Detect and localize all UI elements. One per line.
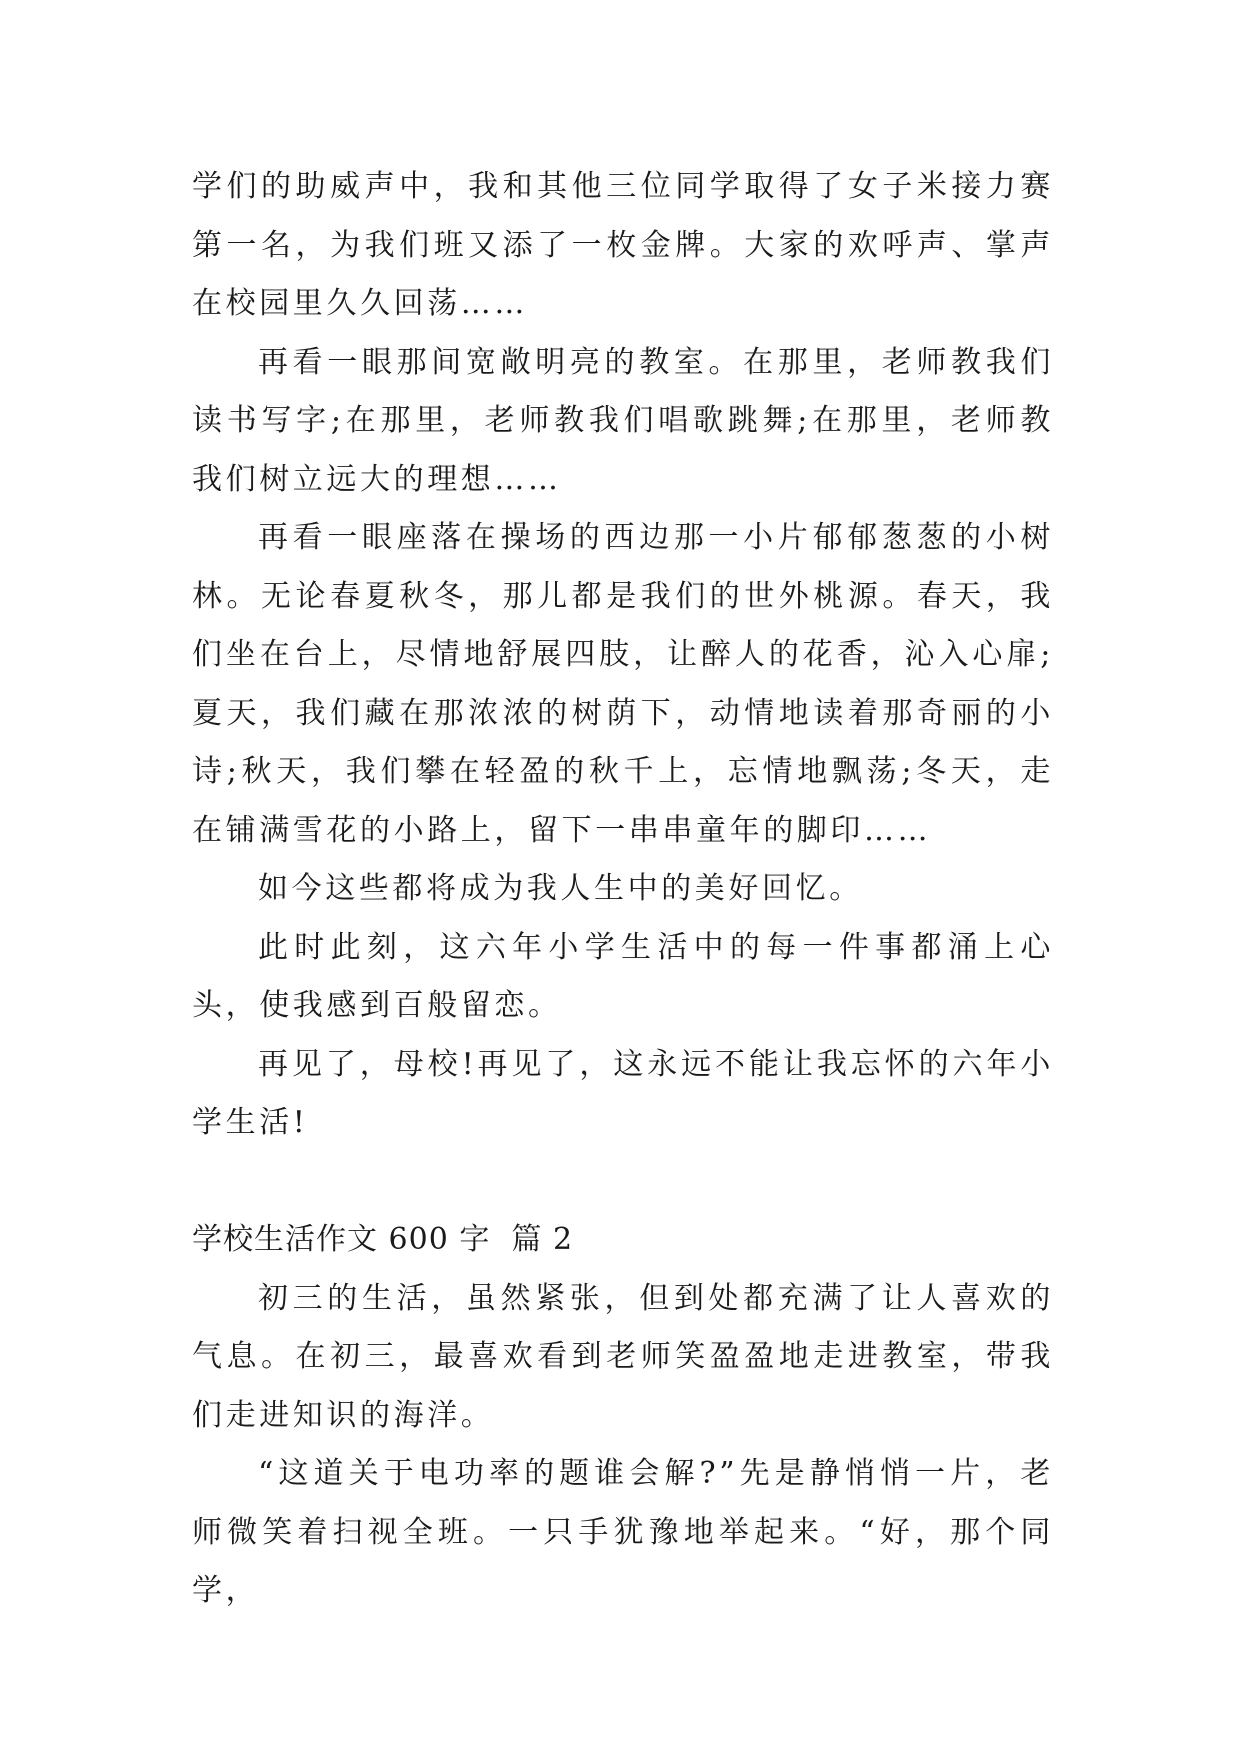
paragraph: 再看一眼那间宽敞明亮的教室。在那里，老师教我们读书写字;在那里，老师教我们唱歌跳舞;在那里，老师教我们树立远大的理想…… <box>192 344 1054 497</box>
paragraph: 此时此刻，这六年小学生活中的每一件事都涌上心头，使我感到百般留恋。 <box>192 929 1054 1023</box>
paragraph: 再看一眼座落在操场的西边那一小片郁郁葱葱的小树林。无论春夏秋冬，那儿都是我们的世外桃源。春天，我们坐在台上，尽情地舒展四肢，让醉人的花香，沁入心扉;夏天，我们藏在那浓浓的树荫下，动情地读着那奇丽的小诗;秋天，我们攀在轻盈的秋千上，忘情地飘荡;冬天，走在铺满雪花的小路上，留下一串串童年的脚印…… <box>192 520 1054 848</box>
paragraph: 学们的助威声中，我和其他三位同学取得了女子米接力赛第一名，为我们班又添了一枚金牌。大家的欢呼声、掌声在校园里久久回荡…… <box>192 169 1054 321</box>
paragraph: 再见了，母校!再见了，这永远不能让我忘怀的六年小学生活! <box>192 1046 1054 1140</box>
paragraph: “这道关于电功率的题谁会解?”先是静悄悄一片，老师微笑着扫视全班。一只手犹豫地举起来。“好，那个同学， <box>192 1456 1054 1608</box>
section-title <box>192 1211 1054 1270</box>
section-spacer <box>192 1153 1054 1212</box>
section-title-number: 篇 2 <box>511 1222 574 1257</box>
paragraph: 如今这些都将成为我人生中的美好回忆。 <box>258 871 863 906</box>
document-body <box>192 158 1054 1621</box>
section-title-main: 学校生活作文 600 字 <box>192 1222 491 1257</box>
section-title-gap <box>490 1222 511 1257</box>
paragraph: 初三的生活，虽然紧张，但到处都充满了让人喜欢的气息。在初三，最喜欢看到老师笑盈盈地走进教室，带我们走进知识的海洋。 <box>192 1280 1054 1433</box>
